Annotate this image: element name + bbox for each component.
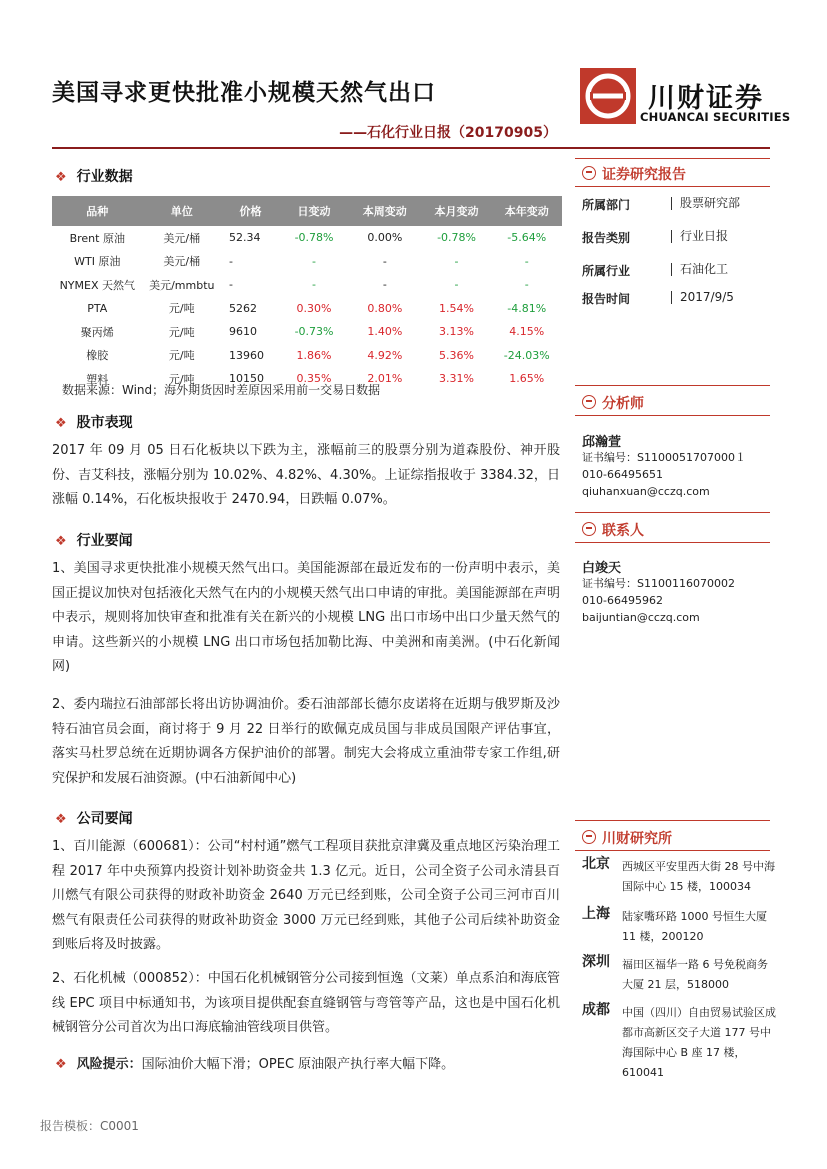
office-address-shanghai: 陆家嘴环路 1000 号恒生大厦 11 楼，200120: [622, 910, 767, 943]
sidebar-heading-text: 川财研究所: [602, 831, 672, 847]
diamond-bullet-icon: ❖: [55, 1057, 67, 1072]
table-cell: Brent 原油: [69, 231, 125, 245]
table-cell: 元/吨: [168, 302, 195, 316]
info-value-date: 2017/9/5: [671, 291, 734, 304]
section-heading: 股市表现: [76, 415, 133, 431]
info-label-type: 报告类别: [582, 231, 631, 245]
industry-data-table: [52, 196, 562, 391]
risk-label: 风险提示：: [76, 1057, 142, 1072]
table-cell: -24.03%: [503, 348, 550, 362]
table-cell: 3.13%: [439, 325, 474, 339]
page-title: 美国寻求更快批准小规模天然气出口: [52, 79, 436, 106]
table-cell: -: [312, 278, 317, 292]
analyst-name: 邱瀚萱: [582, 435, 622, 450]
table-cell: 10150: [229, 372, 265, 386]
table-cell: -: [454, 254, 459, 268]
brand-circle-icon: [582, 395, 596, 409]
table-header-row: [52, 196, 562, 226]
section-news: [55, 530, 133, 550]
logo-en-text: CHUANCAI SECURITIES: [640, 110, 791, 124]
risk-note: [55, 1053, 454, 1072]
table-cell: -: [524, 254, 529, 268]
info-label-industry: 所属行业: [582, 264, 631, 278]
office-address-shenzhen: 福田区福华一路 6 号免税商务大厦 21 层，518000: [622, 958, 768, 991]
sidebar-heading-text: 证券研究报告: [602, 167, 686, 183]
table-row: [52, 297, 562, 321]
table-header-cell: 本年变动: [492, 196, 562, 226]
table-header-cell: 日变动: [280, 196, 348, 226]
table-cell: 元/吨: [168, 372, 195, 386]
table-header-cell: 价格: [221, 196, 280, 226]
table-header-cell: 本周变动: [348, 196, 421, 226]
table-cell: -0.78%: [437, 231, 476, 245]
header-divider: [52, 147, 770, 149]
table-row: [52, 344, 562, 368]
chuancai-logo-icon: [580, 68, 636, 124]
office-address-beijing: 西城区平安里西大街 28 号中海国际中心 15 楼，100034: [622, 860, 775, 893]
table-cell: 1.54%: [439, 301, 474, 315]
analyst-email[interactable]: qiuhanxuan@cczq.com: [582, 485, 710, 498]
diamond-bullet-icon: ❖: [55, 812, 67, 827]
sidebar-divider: [575, 512, 770, 513]
table-cell: 0.80%: [367, 301, 403, 315]
table-cell: WTI 原油: [74, 255, 121, 269]
analyst-phone: 010-66495651: [582, 468, 663, 481]
table-cell: 2.01%: [367, 372, 403, 386]
table-cell: 橡胶: [86, 349, 109, 363]
office-address-chengdu: 中国（四川）自由贸易试验区成都市高新区交子大道 177 号中海国际中心 B 座 17 楼，610041: [622, 1006, 776, 1079]
table-cell: -: [312, 254, 317, 268]
section-heading: 行业要闻: [76, 533, 133, 549]
table-cell: 4.92%: [367, 348, 403, 362]
diamond-bullet-icon: ❖: [55, 170, 67, 185]
brand-circle-icon: [582, 522, 596, 536]
table-cell: -: [524, 278, 529, 292]
table-header-cell: 本月变动: [422, 196, 492, 226]
table-cell: NYMEX 天然气: [59, 278, 135, 292]
table-cell: -: [229, 254, 233, 268]
table-cell: 元/吨: [168, 349, 195, 363]
news-item-1: 1、美国寻求更快批准小规模天然气出口。美国能源部在最近发布的一份声明中表示，美国正提议加快对包括液化天然气在内的小规模天然气出口申请的审批。美国能源部在声明中表示，规则将加快审查和批准有关在新兴的小规模 LNG 出口市场中出口少量天然气的申请。这些新兴的小规模 LNG 出口市场包括加勒比海、中美洲和南美洲。(中石化新闻网): [52, 561, 560, 674]
data-source-note: 数据来源：Wind；海外期货因时差原因采用前一交易日数据: [62, 383, 381, 397]
table-cell: 5.36%: [439, 348, 474, 362]
table-cell: -4.81%: [507, 301, 547, 315]
table-cell: 5262: [229, 301, 258, 315]
sidebar-report-heading: [582, 164, 686, 184]
section-company: [55, 808, 133, 828]
company-item-2: 2、石化机械（000852）：中国石化机械钢管分公司接到恒逸（文莱）单点系泊和海底管线 EPC 项目中标通知书，为该项目提供配套直缝钢管与弯管等产品，这也是中国石化机械钢管分公司首次为出口海底输油管线项目供管。: [52, 971, 560, 1035]
info-value-dept: 股票研究部: [671, 197, 740, 210]
sidebar-divider: [575, 820, 770, 821]
sidebar-divider: [575, 415, 770, 416]
sidebar-divider: [575, 385, 770, 386]
risk-text: 国际油价大幅下滑；OPEC 原油限产执行率大幅下降。: [141, 1057, 455, 1072]
table-row: [52, 273, 562, 297]
table-cell: 塑料: [86, 372, 109, 386]
info-value-industry: 石油化工: [671, 263, 728, 276]
brand-circle-icon: [582, 166, 596, 180]
logo-cn-text: 川财证券: [648, 83, 764, 114]
sidebar-contact-heading: [582, 520, 644, 540]
contact-cert: 证书编号：S1100116070002: [582, 577, 735, 590]
sidebar-analyst-heading: [582, 393, 644, 413]
table-cell: 美元/桶: [163, 255, 201, 269]
table-cell: -5.64%: [507, 231, 547, 245]
table-cell: 美元/桶: [163, 231, 201, 245]
sidebar-divider: [575, 850, 770, 851]
office-city-shanghai: 上海: [582, 906, 610, 922]
info-label-dept: 所属部门: [582, 198, 631, 212]
section-market: [55, 412, 133, 432]
info-label-date: 报告时间: [582, 292, 631, 306]
table-cell: 美元/mmbtu: [149, 278, 215, 292]
sidebar-divider: [575, 542, 770, 543]
page-subtitle: ——石化行业日报（20170905）: [339, 125, 557, 141]
table-cell: -: [382, 278, 387, 292]
table-cell: -: [229, 278, 233, 292]
table-row: [52, 226, 562, 250]
table-cell: 1.86%: [296, 348, 332, 362]
table-cell: 3.31%: [439, 372, 474, 386]
sidebar-heading-text: 分析师: [602, 396, 644, 412]
table-header-cell: 单位: [143, 196, 221, 226]
section-heading: 公司要闻: [76, 811, 133, 827]
table-cell: -0.73%: [294, 325, 334, 339]
diamond-bullet-icon: ❖: [55, 416, 67, 431]
table-row: [52, 320, 562, 344]
market-paragraph: 2017 年 09 月 05 日石化板块以下跌为主，涨幅前三的股票分别为道森股份、神开股份、吉艾科技，涨幅分别为 10.02%、4.82%、4.30%。上证综指报收于 3384.32，日涨幅 0.14%，石化板块报收于 2470.94，日跌幅 0.07%。: [52, 443, 560, 507]
sidebar-divider: [575, 186, 770, 187]
table-cell: 1.40%: [367, 325, 403, 339]
office-city-chengdu: 成都: [582, 1002, 610, 1018]
template-footer: 报告模板：C0001: [40, 1119, 139, 1133]
sidebar-institute-heading: [582, 828, 672, 848]
sidebar-divider: [575, 158, 770, 159]
brand-circle-icon: [582, 830, 596, 844]
sidebar-heading-text: 联系人: [602, 523, 644, 539]
contact-name: 白竣天: [582, 561, 622, 576]
table-cell: 0.00%: [367, 231, 403, 245]
diamond-bullet-icon: ❖: [55, 534, 67, 549]
table-header-cell: 品种: [52, 196, 143, 226]
news-item-2: 2、委内瑞拉石油部部长将出访协调油价。委石油部部长德尔皮诺将在近期与俄罗斯及沙特石油官员会面，商讨将于 9 月 22 日举行的欧佩克成员国与非成员国限产评估事宜，落实马杜罗总统在近期协调各方保护油价的部署。制宪大会将成立重油带专家工作组,研究保护和发展石油资源。(中石油新闻中心): [52, 697, 560, 786]
office-city-shenzhen: 深圳: [582, 954, 610, 970]
table-cell: 元/吨: [168, 325, 195, 339]
table-cell: -0.78%: [294, 231, 334, 245]
table-cell: 聚丙烯: [80, 325, 114, 339]
contact-phone: 010-66495962: [582, 594, 663, 607]
section-heading: 行业数据: [76, 169, 133, 185]
table-cell: 1.65%: [509, 372, 545, 386]
section-industry-data: [55, 166, 133, 186]
contact-email[interactable]: baijuntian@cczq.com: [582, 611, 700, 624]
table-row: [52, 250, 562, 274]
table-cell: 9610: [229, 325, 258, 339]
company-item-1: 1、百川能源（600681）：公司“村村通”燃气工程项目获批京津冀及重点地区污染治理工程 2017 年中央预算内投资计划补助资金共 1.3 亿元。近日，公司全资子公司永清县百川燃气有限公司获得的财政补助资金 2640 万元已经到账，公司全资子公司三河市百川燃气有限责任公司获得的财政补助资金 3000 万元已经到账，其他子公司后续补助资金到账后将及时披露。: [52, 839, 560, 952]
analyst-cert: 证书编号：S1100051707000１: [582, 451, 746, 464]
table-cell: 0.35%: [296, 372, 332, 386]
table-cell: 13960: [229, 348, 265, 362]
office-city-beijing: 北京: [582, 856, 610, 872]
table-cell: 0.30%: [296, 301, 332, 315]
info-value-type: 行业日报: [671, 230, 728, 243]
table-cell: PTA: [87, 301, 108, 315]
table-cell: 52.34: [229, 231, 261, 245]
table-cell: 4.15%: [509, 325, 545, 339]
table-cell: -: [382, 254, 387, 268]
table-cell: -: [454, 278, 459, 292]
